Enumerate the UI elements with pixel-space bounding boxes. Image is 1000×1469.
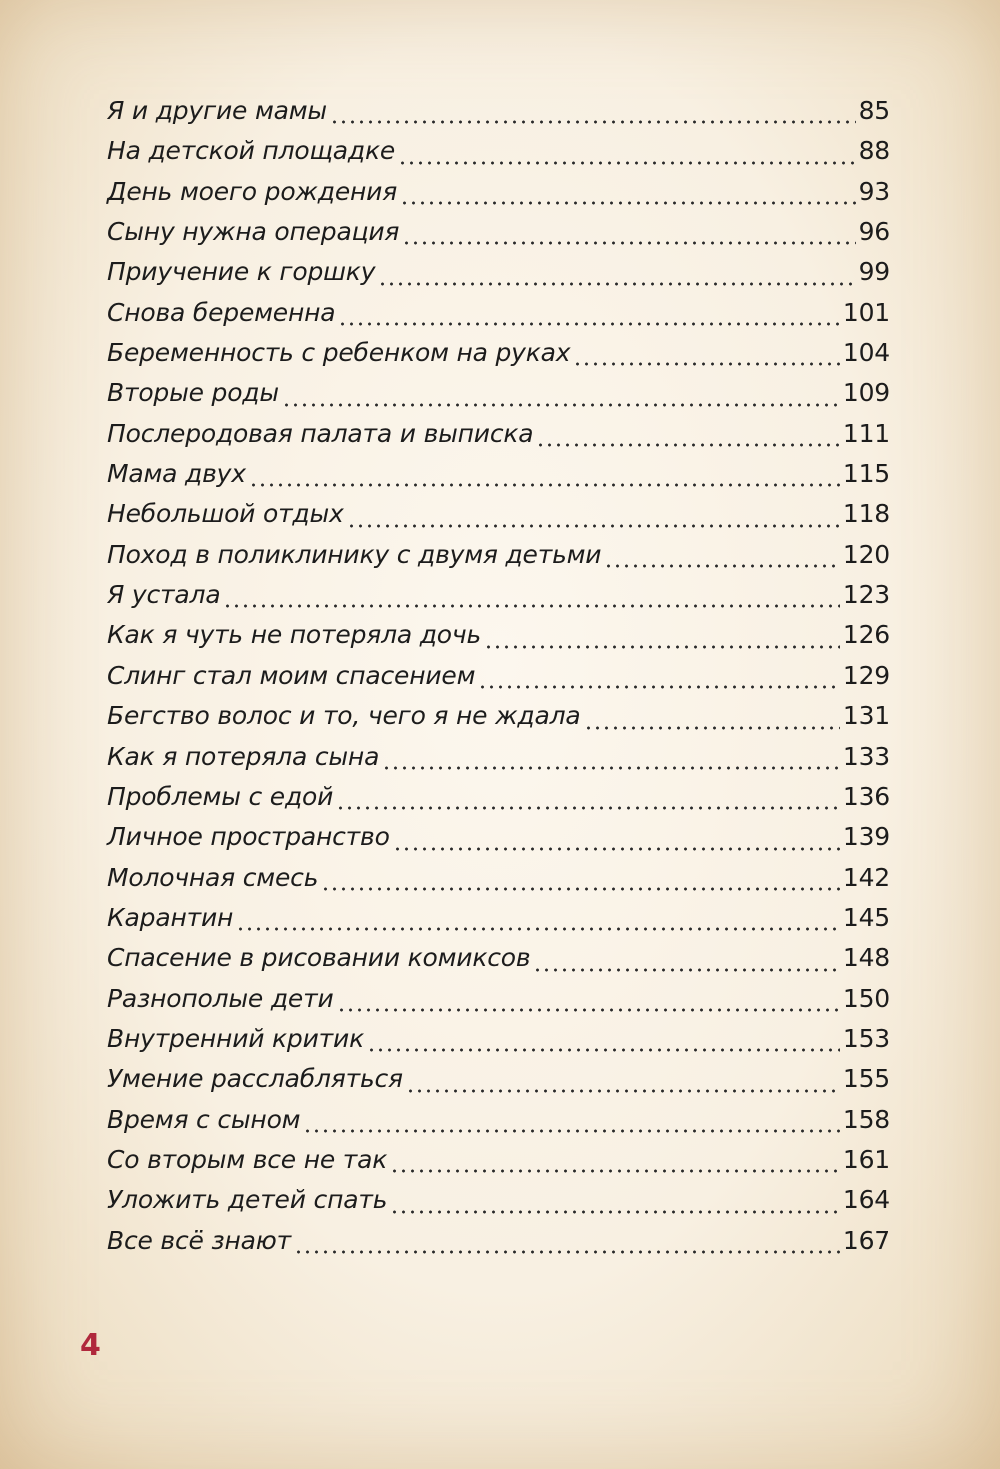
- toc-dot-leader: [573, 361, 839, 367]
- toc-entry-page: 133: [842, 741, 890, 771]
- toc-entry-page: 101: [842, 297, 890, 327]
- table-of-contents: [107, 96, 890, 1266]
- toc-entry-page: 115: [842, 459, 890, 489]
- toc-entry-title: Как я потеряла сына: [107, 741, 380, 771]
- toc-dot-leader: [393, 846, 840, 852]
- toc-entry: [107, 863, 890, 903]
- toc-entry-page: 148: [842, 943, 890, 973]
- toc-entry-title: Снова беременна: [107, 297, 336, 327]
- toc-entry: [107, 701, 890, 741]
- toc-entry-title: Время с сыном: [107, 1104, 301, 1134]
- toc-entry: [107, 378, 890, 418]
- toc-entry-title: Как я чуть не потеряла дочь: [107, 620, 482, 650]
- toc-entry-page: 161: [842, 1144, 890, 1174]
- toc-entry-title: Послеродовая палата и выписка: [107, 418, 534, 448]
- toc-dot-leader: [478, 684, 840, 690]
- toc-dot-leader: [604, 563, 840, 569]
- toc-entry: [107, 984, 890, 1024]
- toc-dot-leader: [390, 1209, 840, 1215]
- toc-entry-title: Все всё знают: [107, 1225, 291, 1255]
- toc-dot-leader: [294, 1249, 840, 1255]
- toc-entry-page: 145: [842, 902, 890, 932]
- toc-dot-leader: [402, 240, 855, 246]
- toc-dot-leader: [330, 119, 856, 125]
- toc-entry-page: 136: [842, 781, 890, 811]
- toc-entry-title: Со вторым все не так: [107, 1144, 388, 1174]
- toc-entry: [107, 1024, 890, 1064]
- toc-entry-title: Бегство волос и то, чего я не ждала: [107, 701, 581, 731]
- toc-entry: [107, 620, 890, 660]
- toc-entry-title: На детской площадке: [107, 136, 396, 166]
- toc-entry-page: 155: [842, 1064, 890, 1094]
- toc-entry-page: 99: [858, 257, 890, 287]
- toc-entry-page: 126: [842, 620, 890, 650]
- toc-dot-leader: [282, 402, 840, 408]
- toc-entry: [107, 1185, 890, 1225]
- toc-dot-leader: [303, 1128, 840, 1134]
- toc-entry: [107, 540, 890, 580]
- toc-entry-page: 164: [842, 1185, 890, 1215]
- toc-dot-leader: [584, 725, 840, 731]
- toc-entry: [107, 903, 890, 943]
- toc-entry-title: Личное пространство: [107, 822, 390, 852]
- toc-entry: [107, 298, 890, 338]
- toc-dot-leader: [378, 281, 855, 287]
- toc-entry: [107, 742, 890, 782]
- toc-entry-page: 88: [858, 136, 890, 166]
- toc-entry: [107, 217, 890, 257]
- toc-entry: [107, 499, 890, 539]
- toc-entry-page: 120: [842, 539, 890, 569]
- toc-dot-leader: [367, 1047, 840, 1053]
- toc-dot-leader: [337, 1007, 840, 1013]
- toc-entry-page: 93: [858, 176, 890, 206]
- toc-entry-page: 96: [858, 217, 890, 247]
- toc-entry: [107, 459, 890, 499]
- toc-entry-title: Я устала: [107, 580, 221, 610]
- toc-entry-page: 111: [842, 418, 890, 448]
- toc-entry: [107, 661, 890, 701]
- toc-entry: [107, 1105, 890, 1145]
- toc-entry: [107, 136, 890, 176]
- toc-entry: [107, 257, 890, 297]
- toc-entry-title: Вторые роды: [107, 378, 279, 408]
- toc-entry: [107, 338, 890, 378]
- toc-entry-title: Разнополые дети: [107, 983, 334, 1013]
- toc-dot-leader: [338, 321, 839, 327]
- toc-entry: [107, 177, 890, 217]
- toc-dot-leader: [236, 926, 840, 932]
- toc-dot-leader: [484, 644, 840, 650]
- toc-entry-title: Беременность с ребенком на руках: [107, 338, 571, 368]
- toc-entry: [107, 580, 890, 620]
- toc-dot-leader: [223, 603, 839, 609]
- toc-entry: [107, 1064, 890, 1104]
- toc-entry-page: 150: [842, 983, 890, 1013]
- toc-dot-leader: [321, 886, 840, 892]
- toc-entry: [107, 1226, 890, 1266]
- toc-dot-leader: [398, 160, 855, 166]
- toc-entry-title: Мама двух: [107, 459, 246, 489]
- toc-entry-title: Слинг стал моим спасением: [107, 660, 476, 690]
- toc-dot-leader: [336, 805, 840, 811]
- toc-entry-page: 118: [842, 499, 890, 529]
- toc-entry-title: Карантин: [107, 902, 234, 932]
- toc-entry: [107, 96, 890, 136]
- toc-entry-page: 129: [842, 660, 890, 690]
- toc-dot-leader: [406, 1088, 840, 1094]
- toc-entry: [107, 943, 890, 983]
- toc-entry-page: 158: [842, 1104, 890, 1134]
- toc-dot-leader: [390, 1168, 840, 1174]
- toc-entry-page: 104: [842, 338, 890, 368]
- toc-entry-page: 139: [842, 822, 890, 852]
- toc-entry-title: Приучение к горшку: [107, 257, 376, 287]
- toc-dot-leader: [249, 482, 840, 488]
- toc-entry-page: 109: [842, 378, 890, 408]
- toc-entry-page: 142: [842, 862, 890, 892]
- toc-entry-page: 153: [842, 1023, 890, 1053]
- toc-entry-page: 85: [858, 96, 890, 125]
- toc-entry-title: Внутренний критик: [107, 1023, 364, 1053]
- toc-entry-title: Спасение в рисовании комиксов: [107, 943, 531, 973]
- page-number: 4: [80, 1328, 101, 1363]
- toc-entry-title: Небольшой отдых: [107, 499, 344, 529]
- toc-entry-title: Я и другие мамы: [107, 96, 327, 125]
- toc-entry: [107, 822, 890, 862]
- toc-entry-title: Молочная смесь: [107, 862, 319, 892]
- toc-entry-page: 131: [842, 701, 890, 731]
- toc-dot-leader: [533, 967, 839, 973]
- toc-entry-page: 167: [842, 1225, 890, 1255]
- toc-entry-title: Сыну нужна операция: [107, 217, 400, 247]
- toc-entry-title: Уложить детей спать: [107, 1185, 388, 1215]
- toc-dot-leader: [347, 523, 840, 529]
- toc-entry-title: Поход в поликлинику с двумя детьми: [107, 539, 602, 569]
- toc-entry-title: День моего рождения: [107, 176, 398, 206]
- toc-dot-leader: [536, 442, 839, 448]
- toc-entry-title: Умение расслабляться: [107, 1064, 403, 1094]
- toc-entry: [107, 782, 890, 822]
- toc-entry-page: 123: [842, 580, 890, 610]
- toc-entry: [107, 1145, 890, 1185]
- toc-entry: [107, 419, 890, 459]
- toc-dot-leader: [382, 765, 840, 771]
- toc-dot-leader: [400, 200, 856, 206]
- toc-entry-title: Проблемы с едой: [107, 781, 334, 811]
